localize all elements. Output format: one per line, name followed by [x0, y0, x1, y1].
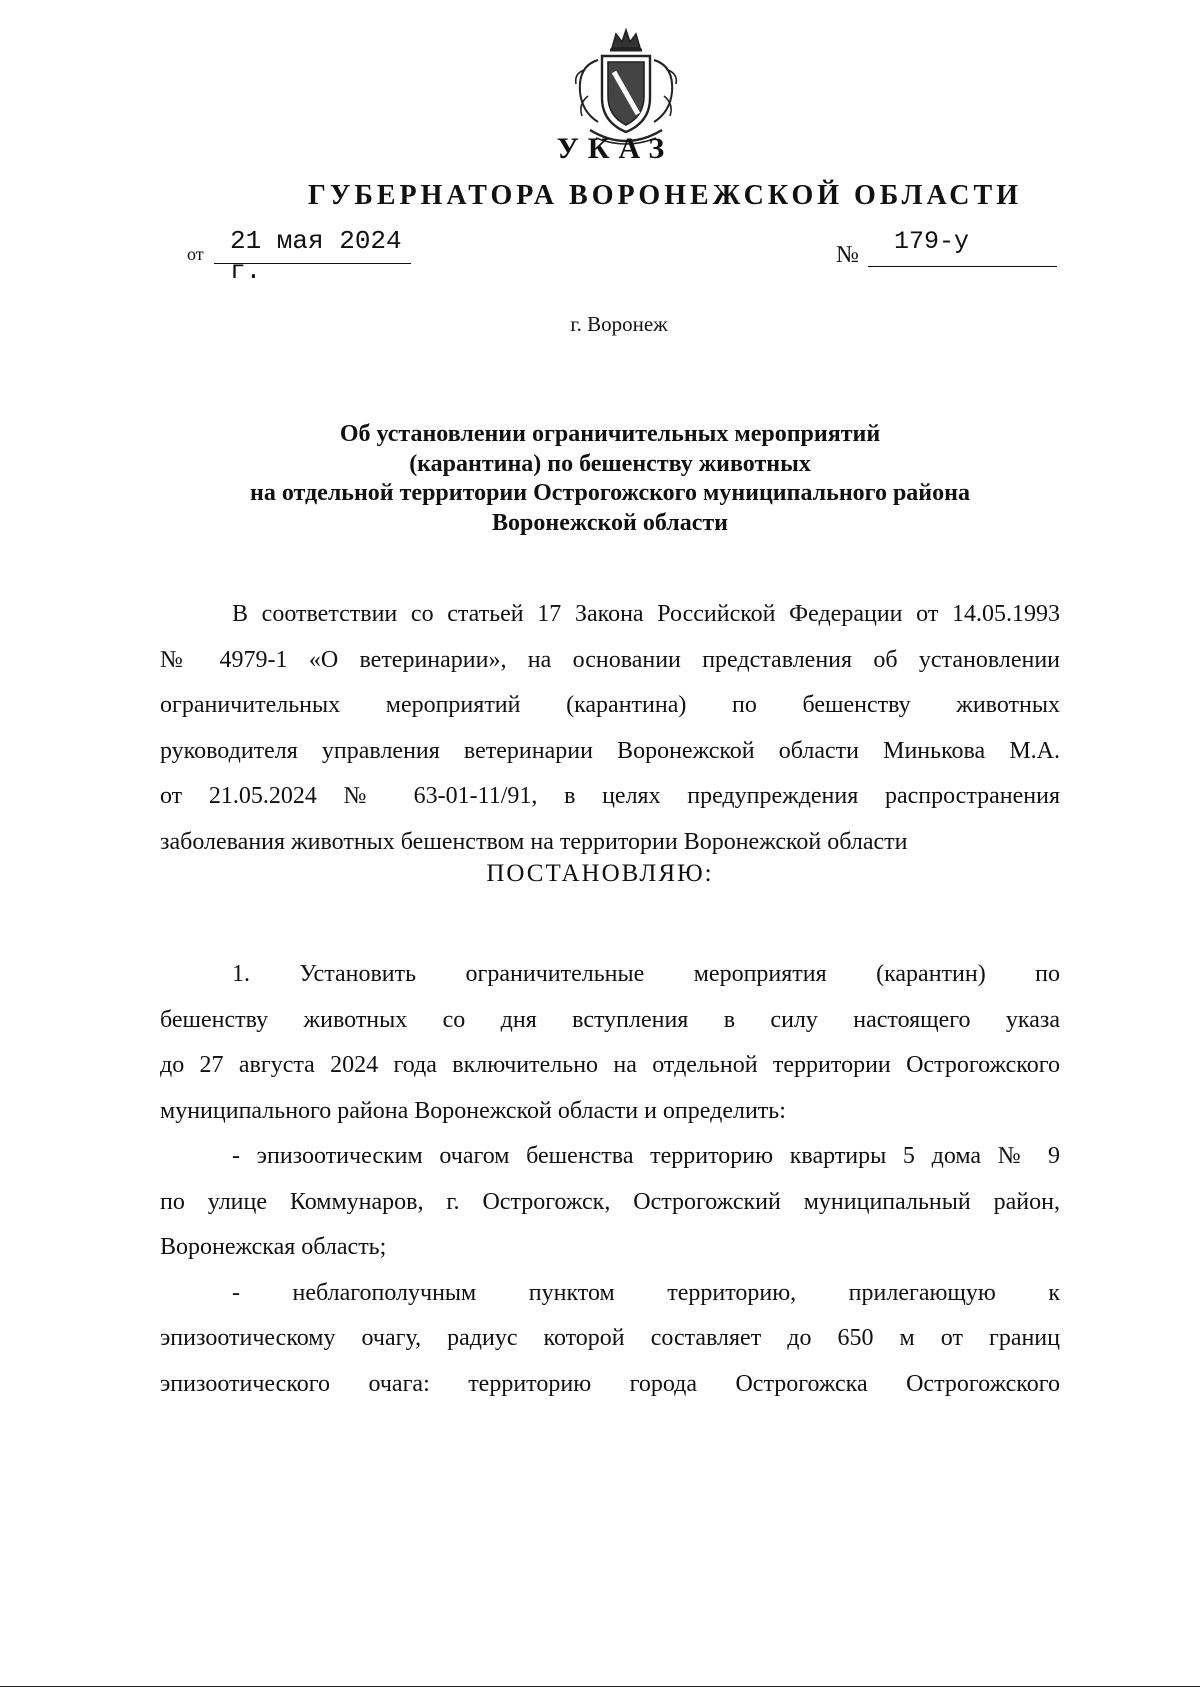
preamble-line: руководителя управления ветеринарии Воронежской области Минькова М.А. — [160, 737, 1060, 764]
date-value: 21 мая 2024 г. — [230, 226, 402, 286]
resolve-word: ПОСТАНОВЛЯЮ: — [486, 860, 714, 887]
date-underline — [214, 263, 411, 264]
preamble-line: № 4979-1 «О ветеринарии», на основании представления об установлении — [160, 646, 1060, 673]
preamble — [160, 592, 1060, 865]
heading-line: (карантина) по бешенству животных — [409, 450, 811, 477]
clause-line: Воронежская область; — [160, 1234, 387, 1260]
number-value: 179-у — [894, 227, 970, 256]
clause-1 — [160, 952, 1060, 1407]
issuer-title: ГУБЕРНАТОРА ВОРОНЕЖСКОЙ ОБЛАСТИ — [308, 180, 1022, 211]
city: г. Воронеж — [570, 312, 668, 336]
page-bottom-rule — [0, 1686, 1200, 1687]
clause-line: до 27 августа 2024 года включительно на отдельной территории Острогожского — [160, 1052, 1060, 1078]
decree-heading — [160, 420, 1060, 538]
number-underline — [868, 266, 1057, 267]
heading-line: на отдельной территории Острогожского муниципального района — [250, 480, 970, 506]
preamble-line: ограничительных мероприятий (карантина) по бешенству животных — [160, 692, 1060, 718]
clause-line: эпизоотическому очагу, радиус которой составляет до 650 м от границ — [160, 1325, 1060, 1351]
heading-line: Воронежской области — [492, 509, 728, 536]
date-prefix: от — [187, 244, 204, 264]
clause-line: муниципального района Воронежской области и определить: — [160, 1097, 786, 1124]
preamble-line: В соответствии со статьей 17 Закона Российской Федерации от 14.05.1993 — [232, 601, 1060, 627]
clause-line: - неблагополучным пунктом территорию, прилегающую к — [232, 1279, 1060, 1306]
preamble-line: заболевания животных бешенством на территории Воронежской области — [160, 828, 908, 855]
number-field — [836, 227, 1066, 270]
heading-line: Об установлении ограничительных мероприятий — [339, 421, 881, 447]
date-field — [187, 226, 417, 286]
clause-line: - эпизоотическим очагом бешенства территорию квартиры 5 дома № 9 — [232, 1143, 1060, 1169]
number-prefix: № — [836, 242, 859, 268]
preamble-line: от 21.05.2024 № 63-01-11/91, в целях предупреждения распространения — [160, 783, 1060, 809]
clause-line: 1. Установить ограничительные мероприятия (карантин) по — [232, 961, 1060, 987]
document-type: УКАЗ — [556, 132, 674, 165]
clause-line: по улице Коммунаров, г. Острогожск, Острогожский муниципальный район, — [160, 1188, 1060, 1215]
clause-line: эпизоотического очага: территорию города Острогожска Острогожского — [160, 1370, 1060, 1397]
clause-line: бешенству животных со дня вступления в силу настоящего указа — [160, 1006, 1060, 1033]
